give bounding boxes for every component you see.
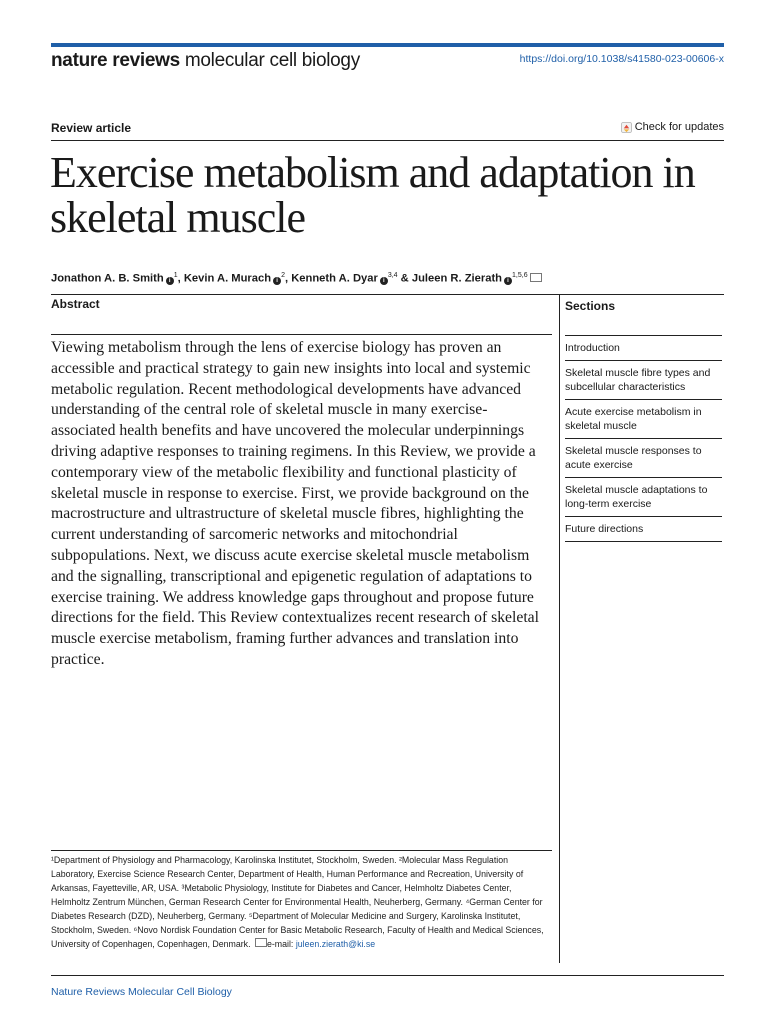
title-rule xyxy=(51,140,724,141)
section-link-long-term-adaptations[interactable]: Skeletal muscle adaptations to long-term exercise xyxy=(565,477,722,516)
column-divider xyxy=(559,295,560,963)
article-type: Review article xyxy=(51,121,132,135)
doi-link[interactable]: https://doi.org/10.1038/s41580-023-00606-x xyxy=(519,53,724,65)
abstract-heading: Abstract xyxy=(51,297,100,311)
check-updates-label: Check for updates xyxy=(634,121,724,133)
affiliations-rule xyxy=(51,850,552,851)
authors-rule xyxy=(51,294,724,295)
section-link-fibre-types[interactable]: Skeletal muscle fibre types and subcellular characteristics xyxy=(565,360,722,399)
header-accent-bar xyxy=(51,43,724,47)
email-link[interactable]: juleen.zierath@ki.se xyxy=(295,939,376,949)
author-name[interactable]: Juleen R. Zierath xyxy=(411,272,503,285)
check-updates-button[interactable] xyxy=(621,121,724,133)
article-title: Exercise metabolism and adaptation in skeletal muscle xyxy=(50,148,695,242)
journal-brand[interactable] xyxy=(51,50,360,72)
author-affiliation-ref: 1,5,6 xyxy=(512,272,528,279)
author-separator: , xyxy=(177,272,184,285)
corresponding-author-mail-icon[interactable] xyxy=(530,273,542,282)
footer-rule xyxy=(51,975,724,976)
author-separator: & xyxy=(397,272,412,285)
section-link-introduction[interactable]: Introduction xyxy=(565,335,722,360)
orcid-icon[interactable]: i xyxy=(166,277,174,285)
sections-list xyxy=(565,335,722,542)
section-link-acute-responses[interactable]: Skeletal muscle responses to acute exercise xyxy=(565,438,722,477)
affiliations-text: ¹Department of Physiology and Pharmacology, Karolinska Institutet, Stockholm, Sweden. ²Molecular Mass Regulation Laboratory, Exercise Science Research Center, Department of Health, Human Performance and Recreation, University of Arkansas, Fayetteville, AR, USA. ³Metabolic Physiology, Institute for Diabetes and Cancer, Helmholtz Diabetes Center, Helmholtz Zentrum München, German Research Center for Environmental Health, Neuherberg, Germany. ⁴German Center for Diabetes Research (DZD), Neuherberg, Germany. ⁵Department of Molecular Medicine and Surgery, Karolinska Institutet, Stockholm, Sweden. ⁶Novo Nordisk Foundation Center for Basic Metabolic Research, Faculty of Health and Medical Sciences, University of Copenhagen, Copenhagen, Denmark. xyxy=(51,855,544,949)
orcid-icon[interactable]: i xyxy=(504,277,512,285)
section-link-future-directions[interactable]: Future directions xyxy=(565,516,722,542)
author-name[interactable]: Jonathon A. B. Smith xyxy=(51,272,164,285)
orcid-icon[interactable]: i xyxy=(273,277,281,285)
author-separator: , xyxy=(284,272,292,285)
section-link-acute-metabolism[interactable]: Acute exercise metabolism in skeletal muscle xyxy=(565,399,722,438)
author-affiliation-ref: 2 xyxy=(281,272,285,279)
author-list xyxy=(51,272,542,285)
sections-heading: Sections xyxy=(565,299,616,313)
brand-light: molecular cell biology xyxy=(184,50,360,71)
author-affiliation-ref: 3,4 xyxy=(387,272,398,279)
affiliations xyxy=(51,853,551,951)
brand-bold: nature reviews xyxy=(51,50,180,71)
check-updates-icon xyxy=(621,122,632,133)
footer-journal-name: Nature Reviews Molecular Cell Biology xyxy=(51,986,232,998)
author-affiliation-ref: 1 xyxy=(173,272,178,279)
email-label: e-mail: xyxy=(266,939,294,949)
mail-icon xyxy=(255,938,267,947)
author-name[interactable]: Kevin A. Murach xyxy=(183,272,272,285)
orcid-icon[interactable]: i xyxy=(380,277,388,285)
author-name[interactable]: Kenneth A. Dyar xyxy=(291,272,378,285)
abstract-text: Viewing metabolism through the lens of exercise biology has proven an accessible and practical strategy to gain new insights into local and systemic metabolic regulation. Recent methodological developments have advanced understanding of the central role of skeletal muscle in many exercise-associated health benefits and have uncovered the molecular underpinnings driving adaptive responses to training regimens. In this Review, we provide a contemporary view of the metabolic flexibility and functional plasticity of skeletal muscle in response to exercise. First, we provide background on the macrostructure and ultrastructure of skeletal muscle fibres, highlighting the current understanding of sarcomeric networks and mitochondrial subpopulations. Next, we discuss acute exercise skeletal muscle metabolism and the signalling, transcriptional and epigenetic regulation of adaptations to exercise training. We address knowledge gaps throughout and propose future directions for the field. This Review contextualizes recent research of skeletal muscle exercise metabolism, framing further advances and translation into practice. xyxy=(51,339,540,668)
abstract-rule xyxy=(51,334,552,335)
